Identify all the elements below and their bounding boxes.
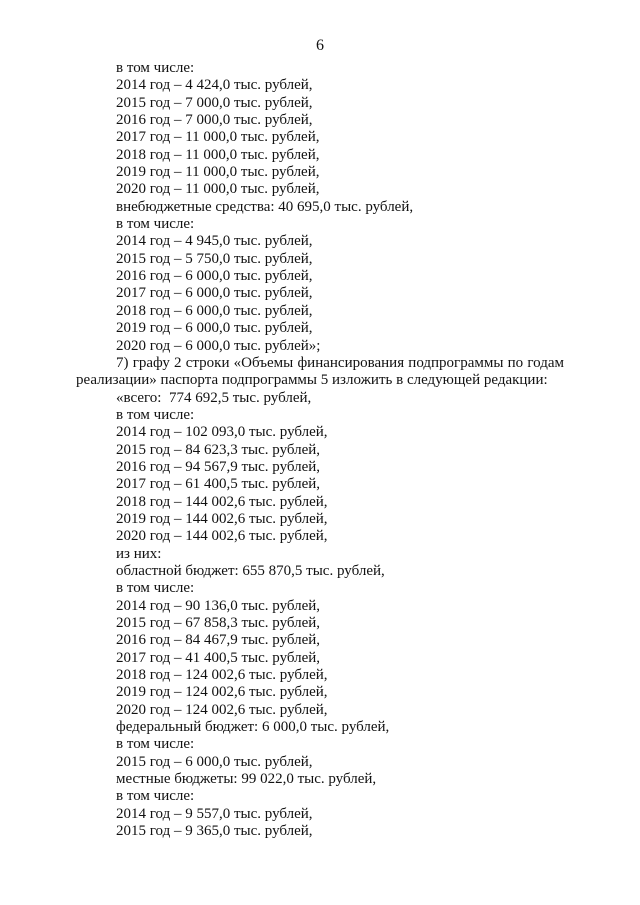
text-line: 2014 год – 90 136,0 тыс. рублей, [116,597,321,614]
text-line: местные бюджеты: 99 022,0 тыс. рублей, [116,771,377,788]
text-line: в том числе: [116,580,195,597]
text-line: из них: [116,545,162,562]
text-line: 2017 год – 61 400,5 тыс. рублей, [116,476,321,493]
text-line: 2017 год – 6 000,0 тыс. рублей, [116,285,313,302]
text-line: в том числе: [116,216,195,233]
document-body [76,60,564,840]
text-line: областной бюджет: 655 870,5 тыс. рублей, [116,562,385,579]
text-line: 2018 год – 6 000,0 тыс. рублей, [116,302,313,319]
funding-block-a [76,60,564,355]
text-line: 2019 год – 11 000,0 тыс. рублей, [116,164,320,181]
text-line: 2016 год – 84 467,9 тыс. рублей, [116,632,321,649]
text-line: в том числе: [116,788,195,805]
text-line: 2017 год – 11 000,0 тыс. рублей, [116,129,320,146]
text-line: 2018 год – 11 000,0 тыс. рублей, [116,146,320,163]
text-line: 2015 год – 84 623,3 тыс. рублей, [116,441,321,458]
text-line: 2014 год – 9 557,0 тыс. рублей, [116,805,313,822]
text-line: 2018 год – 144 002,6 тыс. рублей, [116,493,328,510]
text-line: внебюджетные средства: 40 695,0 тыс. рублей, [116,198,414,215]
text-line: 2020 год – 6 000,0 тыс. рублей»; [116,337,321,354]
text-line: в том числе: [116,60,195,76]
text-line: 2020 год – 11 000,0 тыс. рублей, [116,181,320,198]
page-number: 6 [316,37,324,54]
text-line: 2016 год – 94 567,9 тыс. рублей, [116,458,321,475]
text-line: 2014 год – 4 945,0 тыс. рублей, [116,233,313,250]
funding-block-b [76,390,564,841]
text-line: 2015 год – 7 000,0 тыс. рублей, [116,94,313,111]
text-line: 2015 год – 6 000,0 тыс. рублей, [116,753,313,770]
text-line: 2014 год – 102 093,0 тыс. рублей, [116,424,328,441]
amendment-paragraph: 7) графу 2 строки «Объемы финансирования подпрограммы по годам реализации» паспорта подпрограммы 5 изложить в следующей редакции: [76,354,564,389]
text-line: 2020 год – 144 002,6 тыс. рублей, [116,528,328,545]
text-line: федеральный бюджет: 6 000,0 тыс. рублей, [116,719,390,736]
text-line: 2019 год – 6 000,0 тыс. рублей, [116,320,313,337]
text-line: «всего: 774 692,5 тыс. рублей, [116,389,312,406]
text-line: 2019 год – 144 002,6 тыс. рублей, [116,510,328,527]
text-line: 2016 год – 7 000,0 тыс. рублей, [116,112,313,129]
text-line: в том числе: [116,406,195,423]
text-line: 2015 год – 5 750,0 тыс. рублей, [116,250,313,267]
text-line: 2016 год – 6 000,0 тыс. рублей, [116,268,313,285]
text-line: 2020 год – 124 002,6 тыс. рублей, [116,701,328,718]
text-line: 2015 год – 9 365,0 тыс. рублей, [116,823,313,840]
text-line: 2015 год – 67 858,3 тыс. рублей, [116,615,321,631]
text-line: в том числе: [116,736,195,753]
text-line: 2017 год – 41 400,5 тыс. рублей, [116,649,321,666]
text-line: 2018 год – 124 002,6 тыс. рублей, [116,667,328,684]
text-line: 2014 год – 4 424,0 тыс. рублей, [116,77,313,94]
text-line: 2019 год – 124 002,6 тыс. рублей, [116,684,328,701]
